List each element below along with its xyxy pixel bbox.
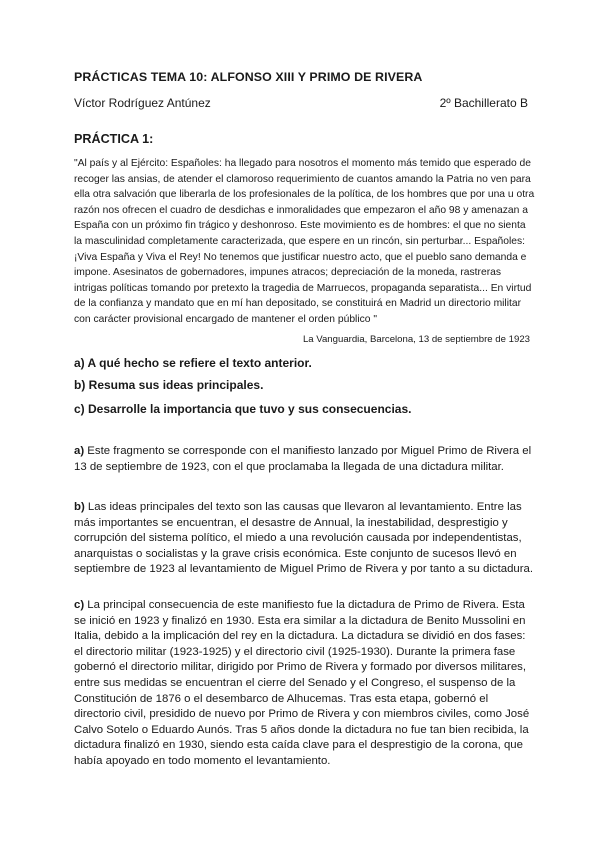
answer-a-letter: a) [74,445,85,457]
answer-b-text: Las ideas principales del texto son las causas que llevaron al levantamiento. Entre las más importantes se encuentran, el desastre de Annual, la inestabilidad, desprestigio y corrupción del sistema político, el miedo a una revolución causada por independentistas, anarquistas o socialistas y la grave crisis económica. Este conjunto de sucesos llevó en septiembre de 1923 al levantamiento de Miguel Primo de Rivera y por tanto a su dictadura. [74,501,534,576]
question-c: c) Desarrolle la importancia que tuvo y sus consecuencias. [74,402,412,416]
question-b: b) Resuma sus ideas principales. [74,378,264,392]
answer-c [74,598,536,770]
question-a: a) A qué hecho se refiere el texto anterior. [74,356,312,370]
answer-a-text: Este fragmento se corresponde con el manifiesto lanzado por Miguel Primo de Rivera el 13 de septiembre de 1923, con el que proclamaba la llegada de una dictadura militar. [74,445,532,473]
answer-b-letter: b) [74,501,85,513]
course-label: 2º Bachillerato B [439,96,528,110]
practice-heading: PRÁCTICA 1: [74,132,154,146]
document-title: PRÁCTICAS TEMA 10: ALFONSO XIII Y PRIMO DE RIVERA [74,70,423,84]
answer-b [74,500,536,578]
quote-source: La Vanguardia, Barcelona, 13 de septiembre de 1923 [302,334,530,345]
author-name: Víctor Rodríguez Antúnez [74,96,211,110]
answer-c-text: La principal consecuencia de este manifiesto fue la dictadura de Primo de Rivera. Esta se inició en 1923 y finalizó en 1930. Esta era similar a la dictadura de Benito Mussolini en Italia, debido a la implicación del rey en la dictadura. La dictadura se dividió en dos fases: el directorio militar (1923-1925) y el directorio civil (1925-1930). Durante la primera fase gobernó el directorio militar, dirigido por Primo de Rivera y formado por diversos militares, entre sus medidas se encuentran el cierre del Senado y el Congreso, el suspenso de la Constitución de 1876 o el desembarco de Alhucemas. Tras esta etapa, gobernó el directorio civil, presidido de nuevo por Primo de Rivera y con miembros civiles, como José Calvo Sotelo o Eduardo Aunós. Tras 5 años donde la dictadura no fue tan bien recibida, la dictadura finalizó en 1930, siendo esta caída clave para el desprestigio de la corona, que había apoyado en todo momento el levantamiento. [74,599,530,767]
answer-c-letter: c) [74,599,85,611]
source-quote: "Al país y al Ejército: Españoles: ha llegado para nosotros el momento más temido que esperado de recoger las ansias, de atender el clamoroso requerimiento de cuantos amando la Patria no ven para ella otra salvación que liberarla de los profesionales de la política, de los hombres que por una u otra razón nos ofrecen el cuadro de desdichas e inmoralidades que empezaron el año 98 y amenazan a España con un próximo fin trágico y deshonroso. Este movimiento es de hombres: el que no sienta la masculinidad completamente caracterizada, que espere en un rincón, sin perturbar... Españoles: ¡Viva España y Viva el Rey! No tenemos que justificar nuestro acto, que el pueblo sano demanda e impone. Asesinatos de gobernadores, impunes atracos; depreciación de la moneda, rastreras intrigas políticas tomando por pretexto la tragedia de Marruecos, propaganda separatista... En virtud de la confianza y mandato que en mí han depositado, se constituirá en Madrid un directorio militar con carácter provisional encargado de mantener el orden público " [74,158,535,325]
answer-a [74,444,536,475]
